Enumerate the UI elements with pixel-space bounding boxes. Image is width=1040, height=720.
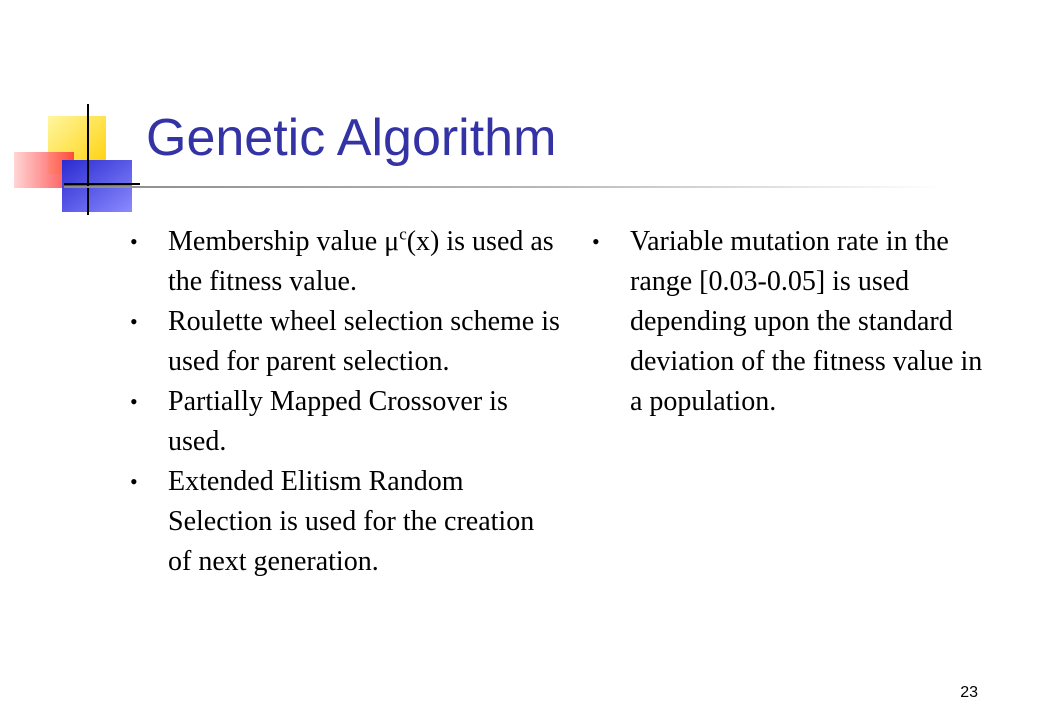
bullet-dot-icon: • — [130, 469, 138, 494]
bullet-text: Variable mutation rate in the range [0.03-0.05] is used depending upon the standard deviation of the fitness value in a population. — [630, 226, 983, 417]
bullet-dot-icon: • — [130, 309, 138, 334]
bullet-dot-icon: • — [130, 389, 138, 414]
logo-squares-graphic — [0, 0, 160, 230]
bullet-text: Roulette wheel selection scheme is used for parent selection. — [168, 306, 560, 377]
left-bullet-list — [130, 222, 560, 582]
bullet-item-membership — [130, 222, 560, 302]
bullet-item-elitism — [130, 462, 560, 582]
decorative-logo-squares — [0, 0, 160, 230]
slide-title: Genetic Algorithm — [146, 109, 557, 167]
bullet-text-post: (x) is used as the fitness value. — [168, 226, 554, 297]
bullet-text: Partially Mapped Crossover is used. — [168, 386, 508, 457]
mu-symbol: μ — [384, 226, 400, 257]
bullet-item-crossover — [130, 382, 560, 462]
bullet-item-mutation-rate — [592, 222, 992, 422]
right-bullet-list — [592, 222, 992, 422]
bullet-dot-icon: • — [130, 229, 138, 254]
mu-superscript: c — [399, 224, 407, 244]
bullet-dot-icon: • — [592, 229, 600, 254]
title-divider — [64, 186, 944, 188]
bullet-text: Extended Elitism Random Selection is used for the creation of next generation. — [168, 466, 535, 577]
bullet-item-roulette — [130, 302, 560, 382]
page-number: 23 — [960, 684, 978, 701]
bullet-text-pre: Membership value — [168, 226, 385, 257]
